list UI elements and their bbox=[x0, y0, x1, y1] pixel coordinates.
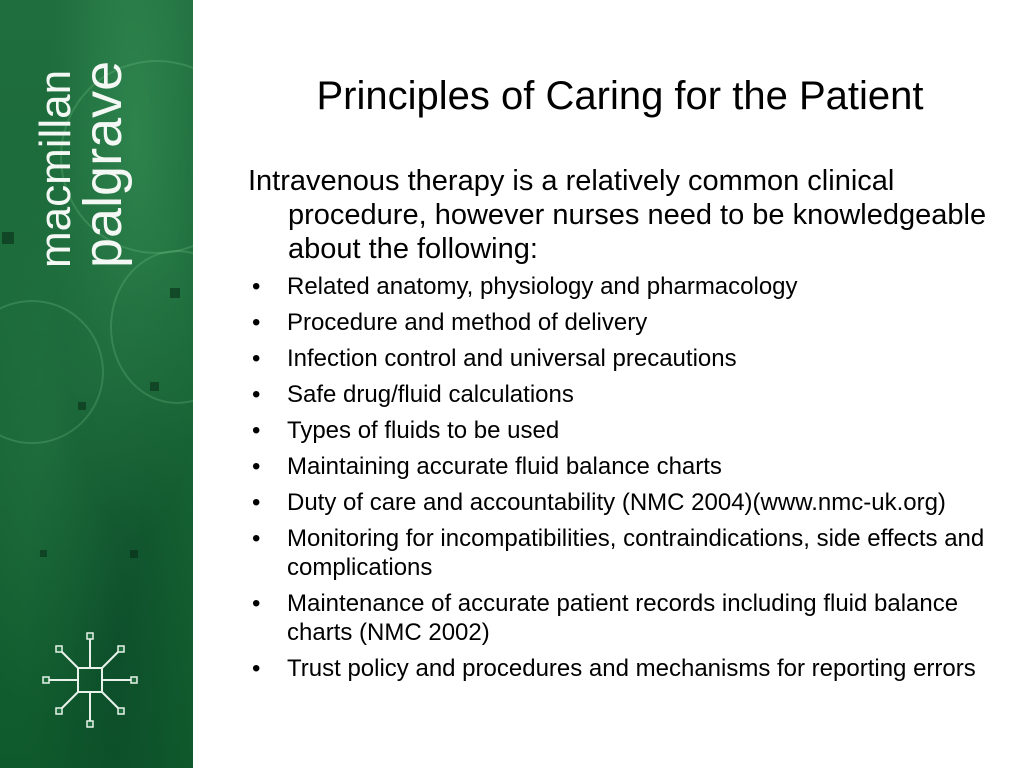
bullet-glyph: • bbox=[252, 381, 261, 408]
slide-title: Principles of Caring for the Patient bbox=[316, 74, 924, 118]
bullet-item bbox=[248, 654, 998, 683]
bullet-glyph: • bbox=[252, 309, 261, 336]
decorative-dot bbox=[78, 402, 86, 410]
bullet-item bbox=[248, 272, 998, 301]
bullet-text: Maintenance of accurate patient records including fluid balance charts (NMC 2002) bbox=[287, 590, 959, 646]
bullet-text: Types of fluids to be used bbox=[287, 417, 560, 444]
bullet-item bbox=[248, 380, 998, 409]
logo-word-macmillan: macmillan bbox=[31, 69, 80, 268]
publisher-logo bbox=[31, 28, 148, 268]
decorative-dot bbox=[170, 288, 180, 298]
bullet-item bbox=[248, 452, 998, 481]
bullet-text: Related anatomy, physiology and pharmacology bbox=[287, 273, 798, 300]
bullet-item bbox=[248, 524, 998, 582]
bullet-glyph: • bbox=[252, 417, 261, 444]
bullet-glyph: • bbox=[252, 525, 261, 552]
bullet-text: Trust policy and procedures and mechanisms for reporting errors bbox=[287, 655, 976, 682]
bullet-text: Maintaining accurate fluid balance charts bbox=[287, 453, 722, 480]
bullet-text: Infection control and universal precautions bbox=[287, 345, 737, 372]
decorative-dot bbox=[150, 382, 159, 391]
decorative-dot bbox=[2, 232, 14, 244]
bullet-text: Monitoring for incompatibilities, contraindications, side effects and complications bbox=[287, 525, 985, 581]
bullet-glyph: • bbox=[252, 590, 261, 617]
decorative-dot bbox=[130, 550, 138, 558]
bullet-glyph: • bbox=[252, 489, 261, 516]
bullet-glyph: • bbox=[252, 453, 261, 480]
bullet-item bbox=[248, 589, 998, 647]
bullet-glyph: • bbox=[252, 345, 261, 372]
bullet-text: Duty of care and accountability (NMC 2004)(www.nmc-uk.org) bbox=[287, 489, 946, 516]
decorative-ring bbox=[110, 250, 193, 404]
bullet-item bbox=[248, 344, 998, 373]
bullet-item bbox=[248, 416, 998, 445]
bullet-text: Procedure and method of delivery bbox=[287, 309, 648, 336]
decorative-ring bbox=[0, 300, 104, 444]
bullet-item bbox=[248, 308, 998, 337]
bullet-text: Safe drug/fluid calculations bbox=[287, 381, 574, 408]
decorative-dot bbox=[40, 550, 47, 557]
network-star-icon bbox=[40, 630, 140, 730]
bullet-glyph: • bbox=[252, 655, 261, 682]
bullet-glyph: • bbox=[252, 273, 261, 300]
bullet-list bbox=[248, 272, 998, 690]
brand-sidebar bbox=[0, 0, 193, 768]
intro-paragraph: Intravenous therapy is a relatively common clinical procedure, however nurses need to be knowledgeable about the following: bbox=[248, 165, 987, 265]
logo-word-palgrave: palgrave bbox=[73, 60, 133, 268]
bullet-item bbox=[248, 488, 998, 517]
